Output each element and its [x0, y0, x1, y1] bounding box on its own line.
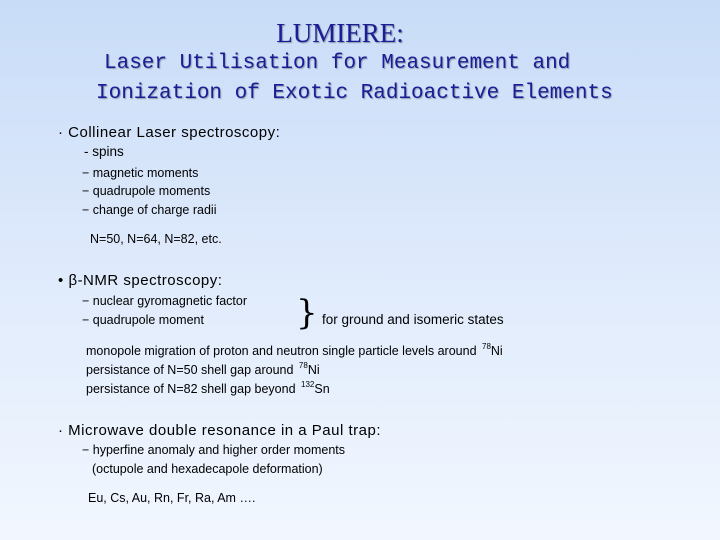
bullet: • [58, 272, 64, 289]
section-heading: β-NMR spectroscopy: [68, 272, 223, 289]
list-item: − quadrupole moment [82, 313, 204, 327]
bullet: · [58, 124, 64, 141]
subtitle-line-2: Ionization of Exotic Radioactive Elements [96, 82, 613, 105]
section-collinear [58, 124, 280, 141]
brace-symbol: } [296, 293, 318, 333]
spins-label: - spins [84, 144, 124, 159]
section-heading: Collinear Laser spectroscopy: [68, 124, 281, 141]
physics-line: monopole migration of proton and neutron single particle levels around $^{78}$Ni [86, 342, 503, 358]
brace-label: for ground and isomeric states [322, 312, 504, 327]
elements-note: Eu, Cs, Au, Rn, Fr, Ra, Am …. [88, 491, 256, 505]
section-beta-nmr [58, 272, 222, 289]
physics-line: persistance of N=82 shell gap beyond $^{132}$Sn [86, 380, 330, 396]
list-item: − change of charge radii [82, 203, 217, 217]
bullet: · [58, 422, 64, 439]
section-microwave [58, 422, 381, 439]
list-item: − quadrupole moments [82, 184, 211, 198]
slide-title: LUMIERE: [276, 18, 404, 48]
list-item: (octupole and hexadecapole deformation) [92, 462, 323, 476]
list-item: − magnetic moments [82, 166, 199, 180]
shell-closures-note: N=50, N=64, N=82, etc. [90, 232, 222, 246]
subtitle-line-1: Laser Utilisation for Measurement and [104, 52, 571, 75]
physics-line: persistance of N=50 shell gap around $^{78}$Ni [86, 361, 320, 377]
list-item: − hyperfine anomaly and higher order moments [82, 443, 345, 457]
section-heading: Microwave double resonance in a Paul trap: [68, 422, 382, 439]
list-item: − nuclear gyromagnetic factor [82, 294, 248, 308]
